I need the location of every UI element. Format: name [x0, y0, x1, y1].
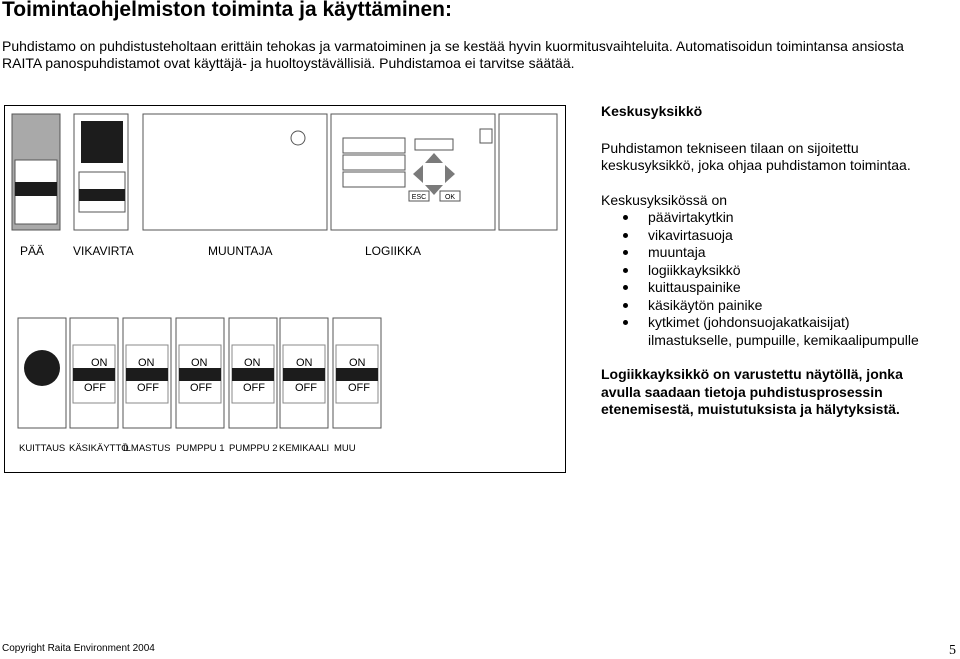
bottom-label-pumppu2: PUMPPU 2 [229, 443, 278, 454]
ok-label: OK [444, 194, 456, 201]
bottom-label-kemikaali: KEMIKAALI [279, 443, 330, 454]
bottom-label-kuittaus: KUITTAUS [19, 443, 66, 454]
list-item: kuittauspainike [601, 279, 931, 297]
switch-pump1[interactable] [176, 318, 224, 428]
info-section [601, 103, 931, 419]
switch-off-label: OFF [137, 382, 159, 394]
bottom-label-pumppu1: PUMPPU 1 [176, 443, 225, 454]
list-item: päävirtakytkin [601, 209, 931, 227]
bottom-label-ilmastus: ILMASTUS [123, 443, 171, 454]
intro-line: Puhdistamo on puhdistusteholtaan erittäin tehokas ja varmatoiminen ja se kestää hyvin kuormitusvaihteluita. Automatisoidun toimintansa ansiosta [2, 38, 904, 54]
display-row [343, 138, 405, 153]
info-paragraph: Puhdistamon tekniseen tilaan on sijoitettu keskusyksikkö, joka ohjaa puhdistamon toimintaa. [601, 139, 911, 173]
page-title: Toimintaohjelmiston toiminta ja käyttäminen: [2, 0, 452, 21]
switch-on-label: ON [191, 357, 208, 369]
switch-on-label: ON [244, 357, 261, 369]
main-switch-lever[interactable] [15, 182, 57, 196]
list-item: käsikäytön painike [601, 297, 931, 315]
section-label-paa: PÄÄ [20, 244, 45, 258]
bottom-label-muu: MUU [334, 443, 356, 454]
list-intro: Keskusyksikössä on [601, 191, 728, 208]
small-square-indicator [480, 129, 492, 143]
switch-on-label: ON [138, 357, 155, 369]
component-list [601, 209, 931, 349]
list-item: muuntaja [601, 244, 931, 262]
section-label-vikavirta: VIKAVIRTA [73, 244, 134, 258]
switch-manual[interactable] [70, 318, 118, 428]
switch-on-label: ON [296, 357, 313, 369]
display-row [343, 172, 405, 187]
switch-chemical[interactable] [280, 318, 328, 428]
rcd-black-block [81, 121, 123, 163]
list-item: vikavirtasuoja [601, 227, 931, 245]
list-item: kytkimet (johdonsuojakatkaisijat) ilmastukselle, pumpuille, kemikaalipumpulle [601, 314, 931, 349]
display-row [343, 155, 405, 170]
info-heading: Keskusyksikkö [601, 103, 703, 119]
esc-label: ESC [411, 194, 427, 201]
bottom-label-kasikaytto: KÄSIKÄYTTÖ [69, 443, 129, 454]
copyright: Copyright Raita Environment 2004 [2, 643, 155, 654]
intro-line: RAITA panospuhdistamot ovat käyttäjä- ja huoltoystävällisiä. Puhdistamoa ei tarvitse säätää. [2, 55, 575, 71]
switch-off-label: OFF [243, 382, 265, 394]
switch-pump2[interactable] [229, 318, 277, 428]
section-label-logiikka: LOGIIKKA [365, 244, 422, 258]
page-number: 5 [949, 643, 956, 658]
indicator-light [291, 131, 305, 145]
switch-off-label: OFF [190, 382, 212, 394]
small-display [415, 139, 453, 150]
switch-aeration[interactable] [123, 318, 171, 428]
extra-module-housing [499, 114, 557, 230]
control-panel-drawing [0, 0, 600, 480]
section-label-muuntaja: MUUNTAJA [208, 244, 273, 258]
switch-off-label: OFF [84, 382, 106, 394]
switch-on-label: ON [349, 357, 366, 369]
logic-unit-note: Logiikkayksikkö on varustettu näytöllä, jonka avulla saadaan tietoja puhdistusprosessin etenemisestä, muistutuksista ja hälytyksistä. [601, 366, 903, 417]
switch-off-label: OFF [348, 382, 370, 394]
switch-off-label: OFF [295, 382, 317, 394]
switch-other[interactable] [333, 318, 381, 428]
rcd-lever[interactable] [79, 189, 125, 201]
list-item: logiikkayksikkö [601, 262, 931, 280]
switch-on-label: ON [91, 357, 108, 369]
acknowledge-button[interactable] [24, 350, 60, 386]
